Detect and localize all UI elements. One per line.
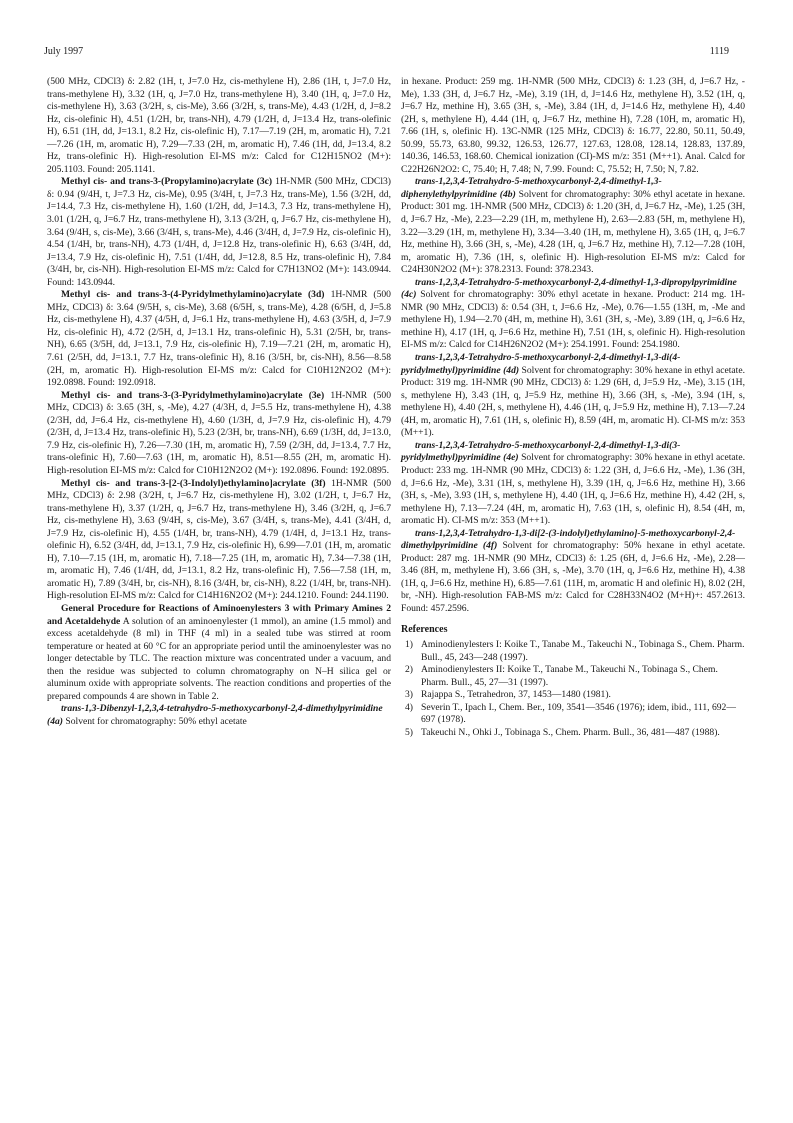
references-heading: References	[401, 623, 448, 635]
paragraph-text: Solvent for chromatography: 50% hexane in ethyl acetate. Product: 287 mg. 1H-NMR (90 MHz, CDCl3) δ: 1.25 (6H, d, J=6.6 Hz, -Me), 2.28—3.46 (8H, m, methylene H), 3.66 (3H, s, -Me), 3.70 (1H, q, J=6.6 Hz, methine H), 4.38 (1H, q, J=6.6 Hz, methine H), 6.85—7.61 (11H, m, aromatic H and olefinic H), 8.02 (2H, br, -NH). High-resolution FAB-MS m/z: Calcd for C28H33N4O2 (M+H)+: 457.2613. Found: 457.2596.	[401, 540, 745, 614]
compound-heading: Methyl cis- and trans-3-(Propylamino)acrylate (3c)	[61, 176, 273, 188]
reference-item	[401, 664, 745, 689]
reference-text: Takeuchi N., Ohki J., Tobinaga S., Chem. Pharm. Bull., 36, 481—487 (1988).	[421, 726, 720, 738]
paragraph-text: Solvent for chromatography: 30% ethyl acetate in hexane. Product: 301 mg. 1H-NMR (500 MHz, CDCl3) δ: 1.20 (3H, d, J=6.7 Hz, -Me), 1.25 (3H, d, J=6.7 Hz, -Me), 2.23—2.29 (1H, m, methylene H), 2.63—2.83 (5H, m, methylene H), 3.22—3.29 (1H, m, methylene H), 3.34—3.40 (1H, m, methylene H), 3.65 (1H, q, J=6.7 Hz, methine H), 3.66 (3H, s, -Me), 4.28 (1H, q, J=6.7 Hz, methine H), 7.12—7.28 (10H, m, aromatic H), 7.36 (1H, s, olefinic H). High-resolution EI-MS m/z: Calcd for C24H30N2O2 (M+): 378.2313. Found: 378.2343.	[401, 188, 745, 276]
journal-date: July 1997	[44, 46, 84, 57]
paragraph	[401, 528, 745, 616]
reference-item	[401, 639, 745, 664]
paragraph-text: Solvent for chromatography: 30% ethyl acetate in hexane. Product: 214 mg. 1H-NMR (90 MHz, CDCl3) δ: 0.54 (3H, t, J=6.6 Hz, -Me), 0.76—1.55 (13H, m, -Me and methylene H), 1.94—2.70 (4H, m, methine H), 3.61 (3H, s, -Me), 3.89 (1H, q, J=6.6 Hz, methine H), 4.17 (1H, q, J=6.6 Hz, methine H), 7.51 (1H, s, olefinic H). High-resolution EI-MS m/z: Calcd for C14H26N2O2 (M+): 254.1991. Found: 254.1980.	[401, 289, 745, 351]
compound-heading: trans-1,2,3,4-Tetrahydro-5-methoxycarbonyl-2,4-dimethyl-1,3-diphenylethylpyrimidine (4b)	[401, 176, 662, 200]
reference-item	[401, 702, 745, 727]
paragraph-text: in hexane. Product: 259 mg. 1H-NMR (500 MHz, CDCl3) δ: 1.23 (3H, d, J=6.7 Hz, -Me), 1.33 (3H, d, J=6.7 Hz, -Me), 3.19 (1H, d, J=14.6 Hz, methylene H), 3.52 (1H, q, J=6.7 Hz, methine H), 3.65 (3H, s, -Me), 3.84 (1H, d, J=14.6 Hz, methylene H), 4.40 (2H, s, methylene H), 4.44 (1H, q, J=6.7 Hz, methine H), 7.28 (10H, m, aromatic H), 7.66 (1H, s, olefinic H). 13C-NMR (125 MHz, CDCl3) δ: 16.77, 22.80, 50.11, 50.49, 50.99, 55.73, 63.80, 99.32, 126.53, 126.77, 127.63, 128.08, 128.14, 128.83, 137.89, 140.36, 146.53, 168.60. Chemical ionization (CI)-MS m/z: 351 (M++1). Anal. Calcd for C22H26N2O2: C, 75.40; H, 7.48; N, 7.99. Found: C, 75.52; H, 7.50; N, 7.82.	[401, 76, 745, 175]
page-number: 1119	[709, 46, 729, 57]
compound-heading: Methyl cis- and trans-3-(3-Pyridylmethylamino)acrylate (3e)	[61, 389, 325, 401]
reference-number: 4)	[405, 701, 413, 713]
right-column	[401, 76, 745, 739]
paragraph-text: Solvent for chromatography: 50% ethyl acetate	[65, 715, 247, 727]
reference-text: Rajappa S., Tetrahedron, 37, 1453—1480 (1981).	[421, 689, 611, 701]
compound-heading: trans-1,2,3,4-Tetrahydro-5-methoxycarbonyl-2,4-dimethyl-1,3-dipropylpyrimidine (4c)	[401, 276, 737, 301]
section-heading: General Procedure for Reactions of Aminoenylesters 3 with Primary Amines 2 and Acetaldehyde	[47, 602, 391, 627]
paragraph	[47, 703, 391, 728]
paragraph-text: Solvent for chromatography: 30% hexane in ethyl acetate. Product: 319 mg. 1H-NMR (90 MHz, CDCl3) δ: 1.29 (6H, d, J=5.9 Hz, -Me), 3.15 (1H, s, methylene H), 3.43 (1H, q, J=5.9 Hz, methine H), 3.66 (3H, s, -Me), 3.94 (1H, s, methylene H), 4.40 (2H, s, methylene H), 4.46 (1H, q, J=5.9 Hz, methine H), 7.13—7.24 (4H, m, aromatic H), 7.61 (1H, s, olefinic H), 8.59 (4H, m, aromatic H). CI-MS m/z: 353 (M++1).	[401, 364, 745, 439]
compound-heading: Methyl cis- and trans-3-[2-(3-Indolyl)ethylamino]acrylate (3f)	[61, 477, 326, 489]
paragraph	[401, 176, 745, 276]
reference-number: 5)	[405, 726, 413, 738]
paragraph-text: 1H-NMR (500 MHz, CDCl3) δ: 3.65 (3H, s, -Me), 4.27 (4/3H, d, J=5.5 Hz, trans-methylene H), 4.38 (2/3H, dd, J=6.4 Hz, cis-methylene H), 4.60 (1/3H, d, J=7.9 Hz, cis-olefinic H), 4.79 (2/3H, d, J=13.4 Hz, trans-olefinic H), 5.23 (2/3H, br, trans-NH), 6.69 (1/3H, dd, J=13.0, 7.9 Hz, cis-olefinic H), 7.26—7.30 (1H, m, aromatic H), 7.59 (2/3H, dd, J=13.4, 7.7 Hz, trans-olefinic H), 7.60—7.63 (1H, m, aromatic H), 8.51—8.55 (2H, m, aromatic H). High-resolution EI-MS m/z: Calcd for C10H12N2O2 (M+): 192.0896. Found: 192.0895.	[47, 389, 391, 476]
paragraph-text: 1H-NMR (500 MHz, CDCl3) δ: 3.64 (9/5H, s, cis-Me), 3.68 (6/5H, s, trans-Me), 4.28 (6/5H, d, J=5.8 Hz, cis-methylene H), 4.37 (4/5H, d, J=6.1 Hz, trans-methylene H), 4.63 (3/5H, d, J=7.9 Hz, cis-olefinic H), 4.72 (2/5H, d, J=13.1 Hz, trans-olefinic H), 5.31 (2/5H, br, trans-NH), 6.65 (3/5H, dd, J=13.1, 7.9 Hz, cis-olefinic H), 7.19—7.21 (2H, m, aromatic H), 7.61 (2/5H, dd, J=13.1, 7.7 Hz, trans-olefinic H), 8.16 (3/5H, br, cis-NH), 8.56—8.58 (2H, m, aromatic H). High-resolution EI-MS m/z: Calcd for C10H12N2O2 (M+): 192.0898. Found: 192.0918.	[47, 289, 391, 389]
paragraph-text: (500 MHz, CDCl3) δ: 2.82 (1H, t, J=7.0 Hz, cis-methylene H), 2.86 (1H, t, J=7.0 Hz, trans-methylene H), 3.32 (1H, q, J=7.0 Hz, trans-methylene H), 3.40 (1H, q, J=7.0 Hz, cis-methylene H), 3.63 (3/2H, s, cis-Me), 3.66 (3/2H, s, trans-Me), 4.43 (1/2H, d, J=8.2 Hz, cis-olefinic H), 4.51 (1/2H, br, trans-NH), 4.79 (1/2H, d, J=13.4 Hz, trans-olefinic H), 6.51 (1H, dd, J=13.1, 8.2 Hz, cis-olefinic H), 7.17—7.19 (2H, m, aromatic H), 7.21—7.26 (1H, m, aromatic H), 7.29—7.33 (2H, m, aromatic H), 7.46 (1H, dd, J=13.4, 8.2 Hz, trans-olefinic H). High-resolution EI-MS m/z: Calcd for C12H15NO2 (M+): 205.1103. Found: 205.1141.	[47, 76, 391, 175]
compound-heading: trans-1,2,3,4-Tetrahydro-1,3-di[2-(3-indolyl)ethylamino]-5-methoxycarbonyl-2,4-dimethylpyrimidine (4f)	[401, 527, 736, 552]
reference-number: 3)	[405, 689, 413, 701]
compound-heading: trans-1,2,3,4-Tetrahydro-5-methoxycarbonyl-2,4-dimethyl-1,3-di(4-pyridylmethyl)pyrimidine (4d)	[401, 352, 681, 376]
reference-item	[401, 689, 745, 702]
paragraph	[401, 352, 745, 440]
paragraph-text: A solution of an aminoenylester (1 mmol), an amine (1.5 mmol) and excess acetaldehyde (8 ml) in THF (4 ml) in a sealed tube was stirred at room temperature or heated at 60 °C for an appropriate period until the aminoenylester was no longer detectable by TLC. The reaction mixture was concentrated under a vacuum, and then the residue was subjected to column chromatography on N–H silica gel or aluminum oxide with appropriate solvents. The reaction conditions and properties of the prepared compounds 4 are shown in Table 2.	[47, 615, 391, 702]
paragraph	[47, 289, 391, 389]
left-column	[47, 76, 391, 728]
reference-text: Severin T., Ipach I., Chem. Ber., 109, 3541—3546 (1976); idem, ibid., 111, 692—697 (1978).	[421, 701, 736, 726]
paragraph-text: 1H-NMR (500 MHz, CDCl3) δ: 2.98 (3/2H, t, J=6.7 Hz, cis-methylene H), 3.02 (1/2H, t, J=6.7 Hz, trans-methylene H), 3.37 (1/2H, q, J=6.7 Hz, trans-methylene H), 3.46 (3/2H, q, J=6.7 Hz, cis-methylene H), 3.63 (9/4H, s, cis-Me), 3.67 (3/4H, s, trans-Me), 4.41 (3/4H, d, J=7.9 Hz, cis-olefinic H), 4.55 (1/4H, br, trans-NH), 4.79 (1/4H, d, J=13.1 Hz, trans-olefinic H), 6.52 (3/4H, dd, J=13.1, 7.9 Hz, cis-olefinic H), 6.99—7.01 (1H, m, aromatic H), 7.10—7.15 (1H, m, aromatic H), 7.18—7.25 (1H, m, aromatic H), 7.34—7.38 (1H, m, aromatic H), 7.46 (1/4H, dd, J=13.1, 8.2 Hz, trans-olefinic H), 7.56—7.58 (1H, m, aromatic H), 7.89 (3/4H, br, cis-NH), 8.16 (3/4H, br, cis-NH), 8.22 (1/4H, br, trans-NH). High-resolution EI-MS m/z: Calcd for C14H16N2O2 (M+): 244.1210. Found: 244.1190.	[47, 477, 391, 602]
references-list	[401, 639, 745, 739]
compound-heading: Methyl cis- and trans-3-(4-Pyridylmethylamino)acrylate (3d)	[61, 289, 325, 301]
paragraph	[401, 76, 745, 176]
reference-item	[401, 727, 745, 740]
reference-number: 1)	[405, 639, 413, 651]
reference-text: Aminodienylesters II: Koike T., Tanabe M., Takeuchi N., Tobinaga S., Chem. Pharm. Bull., 45, 27—31 (1997).	[421, 664, 718, 688]
reference-number: 2)	[405, 664, 413, 676]
paragraph	[401, 277, 745, 352]
compound-heading: trans-1,2,3,4-Tetrahydro-5-methoxycarbonyl-2,4-dimethyl-1,3-di(3-pyridylmethyl)pyrimidine (4e)	[401, 439, 681, 464]
paragraph	[47, 176, 391, 289]
paragraph	[47, 76, 391, 176]
paragraph	[47, 390, 391, 478]
paragraph-text: Solvent for chromatography: 30% hexane in ethyl acetate. Product: 233 mg. 1H-NMR (90 MHz, CDCl3) δ: 1.22 (3H, d, J=6.6 Hz, -Me), 1.36 (3H, d, J=6.6 Hz, -Me), 3.31 (1H, s, methylene H), 3.39 (1H, q, J=6.6 Hz, methine H), 3.66 (3H, s, -Me), 3.93 (1H, s, methylene H), 4.40 (1H, q, J=6.6 Hz, methine H), 4.42 (2H, s, methylene H), 7.13—7.24 (4H, m, aromatic H), 7.63 (1H, s, olefinic H), 8.54 (4H, m, aromatic H). CI-MS m/z: 353 (M++1).	[401, 452, 745, 527]
paragraph	[47, 478, 391, 603]
paragraph	[47, 603, 391, 703]
paragraph	[401, 440, 745, 528]
reference-text: Aminodienylesters I: Koike T., Tanabe M., Takeuchi N., Tobinaga S., Chem. Pharm. Bull., 45, 243—248 (1997).	[421, 639, 745, 663]
compound-heading: trans-1,3-Dibenzyl-1,2,3,4-tetrahydro-5-methoxycarbonyl-2,4-dimethylpyrimidine (4a)	[47, 703, 383, 727]
paragraph-text: 1H-NMR (500 MHz, CDCl3) δ: 0.94 (9/4H, t, J=7.3 Hz, cis-Me), 0.95 (3/4H, t, J=7.3 Hz, trans-Me), 1.56 (3/2H, dd, J=14.4, 7.3 Hz, cis-methylene H), 1.60 (1/2H, dd, J=14.3, 7.3 Hz, trans-methylene H), 3.01 (1/2H, q, J=6.7 Hz, trans-methylene H), 3.13 (3/2H, q, J=6.7 Hz, cis-methylene H), 3.64 (9/4H, s, cis-Me), 3.66 (3/4H, s, trans-Me), 4.46 (3/4H, d, J=7.9 Hz, cis-olefinic H), 4.54 (1/4H, br, trans-NH), 4.73 (1/4H, d, J=12.8 Hz, trans-olefinic H), 6.63 (3/4H, dd, J=13.4, 7.9 Hz, cis-olefinic H), 7.51 (1/4H, dd, J=12.8, 8.5 Hz, trans-olefinic H), 7.84 (3/4H, br, cis-NH). High-resolution EI-MS m/z: Calcd for C7H13NO2 (M+): 143.0944. Found: 143.0944.	[47, 176, 391, 288]
